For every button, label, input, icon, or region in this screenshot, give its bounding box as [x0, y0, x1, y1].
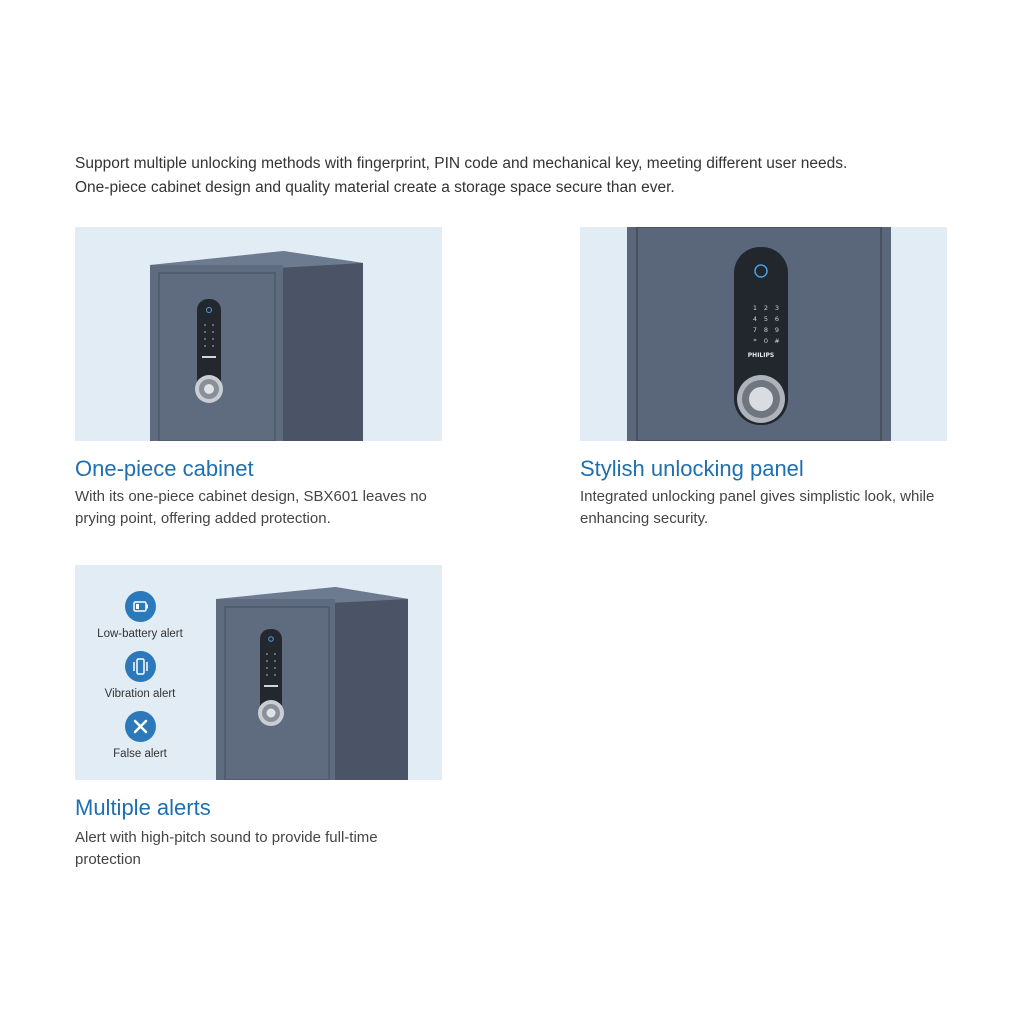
safe-side [335, 587, 408, 780]
safe-illustration [75, 227, 442, 441]
alert-label-low-battery: Low-battery alert [97, 628, 183, 640]
intro-line-1: Support multiple unlocking methods with fingerprint, PIN code and mechanical key, meeting different user needs. [75, 155, 848, 172]
brand-logo: PHILIPS [747, 352, 775, 359]
feature-title-one-piece: One-piece cabinet [75, 456, 254, 481]
feature-desc-one-piece: With its one-piece cabinet design, SBX601 leaves no prying point, offering added protection. [75, 488, 427, 527]
alert-label-false: False alert [113, 748, 167, 760]
feature-desc-multiple-alerts: Alert with high-pitch sound to provide full-time protection [75, 829, 378, 868]
feature-title-unlocking-panel: Stylish unlocking panel [580, 456, 804, 481]
key-0: 0 [763, 337, 769, 345]
one-piece-cabinet-image [75, 227, 442, 441]
feature-desc-unlocking-panel: Integrated unlocking panel gives simplistic look, while enhancing security. [580, 488, 935, 527]
lock-knob-center [204, 384, 214, 394]
brand-logo [202, 356, 216, 358]
key-star: * [753, 337, 757, 345]
unlocking-panel-image [580, 227, 947, 441]
key-3: 3 [774, 304, 780, 312]
brand-logo [264, 685, 278, 687]
intro-text [75, 152, 955, 200]
key-9: 9 [774, 326, 780, 334]
lock-closeup-illustration [580, 227, 947, 441]
key-7: 7 [752, 326, 758, 334]
multiple-alerts-image [75, 565, 442, 780]
key-hash: # [774, 337, 780, 345]
lock-knob-center [749, 387, 773, 411]
key-6: 6 [774, 315, 780, 323]
lock-knob-center [267, 709, 276, 718]
key-2: 2 [763, 304, 769, 312]
safe-side [283, 251, 363, 441]
alert-label-vibration: Vibration alert [104, 688, 176, 700]
key-8: 8 [763, 326, 769, 334]
intro-line-2: One-piece cabinet design and quality material create a storage space secure than ever. [75, 179, 675, 196]
key-1: 1 [752, 304, 758, 312]
key-5: 5 [763, 315, 769, 323]
feature-title-multiple-alerts: Multiple alerts [75, 795, 211, 820]
safe-illustration [75, 565, 442, 780]
key-4: 4 [752, 315, 758, 323]
